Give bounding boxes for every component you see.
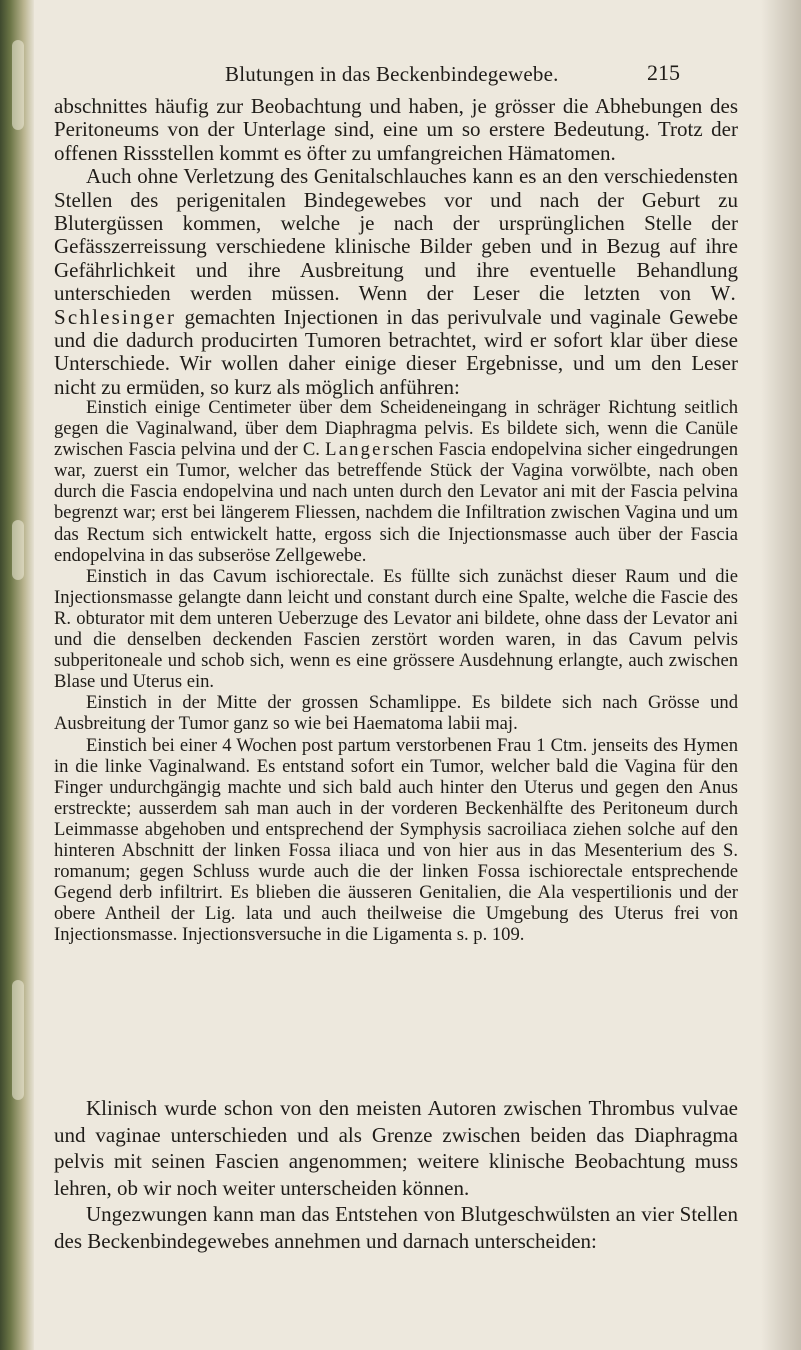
experiment-paragraph-4: Einstich bei einer 4 Wochen post partum verstorbenen Frau 1 Ctm. jenseits des Hymen in die linke Vaginalwand. Es entstand sofort ein Tumor, welcher bald die Vagina für den Finger undurchgängig machte und sich bald auch hinter den Uterus und gegen den Anus erstreckte; ausserdem sah man auch in der vorderen Beckenhälfte des Peritoneum durch Leimmasse abgehoben und entsprechend der Symphysis sacroiliaca ziehen solche auf den hinteren Abschnitt der linken Fossa iliaca und von hier aus in das Mesenterium des S. romanum; gegen Schluss wurde auch die der linken Fossa ischiorectale entsprechende Gegend derb infiltrirt. Es blieben die äusseren Genitalien, die Ala vespertilionis und der obere Antheil der Lig. lata und auch theilweise die Umgebung des Uterus frei von Injectionsmasse. Injectionsversuche in die Ligamenta s. p. 109. [54, 734, 738, 946]
spine-highlight [12, 520, 24, 580]
experiment-paragraph-2: Einstich in das Cavum ischiorectale. Es füllte sich zunächst dieser Raum und die Injectionsmasse gelangte dann leicht und constant durch eine Spalte, welche die Fascie des R. obturator mit dem unteren Ueberzuge des Levator ani bildete, ohne dass der Levator ani und die denselben deckenden Fascien zerstört worden waren, in das Cavum pelvis subperitoneale und schob sich, wenn es eine grössere Ausdehnung erlangte, auch zwischen Blase und Uterus ein. [54, 565, 738, 693]
intro-paragraph-1: abschnittes häufig zur Beobachtung und haben, je grösser die Abhebungen des Peritoneums von der Unterlage sind, eine um so erstere Bedeutung. Trotz der offenen Rissstellen kommt es öfter zu umfangreichen Hämatomen. [54, 94, 738, 165]
intro-paragraph-2-end: gemachten Injectionen in das perivulvale und vaginale Gewebe und die dadurch producirten Tumoren betrachtet, wird er sofort klar über diese Unterschiede. Wir wollen daher einige dieser Ergebnisse, und um den Leser nicht zu ermüden, so kurz als möglich anführen: [54, 304, 738, 399]
book-spine-shadow [0, 0, 34, 1350]
author-name-langer: Langer [325, 439, 391, 461]
author-name-schlesinger: W. Schlesinger [54, 281, 738, 329]
page-edge-shadow [761, 0, 801, 1350]
closing-paragraph-1: Klinisch wurde schon von den meisten Autoren zwischen Thrombus vulvae und vaginae unterschieden und als Grenze zwischen beiden das Diaphragma pelvis mit seinen Fascien angenommen; weitere klinische Beobachtung muss lehren, ob wir noch weiter unterscheiden können. [54, 1096, 738, 1200]
running-head: Blutungen in das Beckenbindegewebe. [225, 62, 559, 86]
experiment-section [54, 397, 738, 945]
page-number: 215 [647, 60, 680, 85]
page-header [200, 60, 680, 92]
spine-highlight [12, 40, 24, 130]
closing-paragraph-2: Ungezwungen kann man das Entstehen von Blutgeschwülsten an vier Stellen des Beckenbindegewebes annehmen und darnach unterscheiden: [54, 1202, 738, 1253]
spine-highlight [12, 980, 24, 1100]
experiment-paragraph-3: Einstich in der Mitte der grossen Schamlippe. Es bildete sich nach Grösse und Ausbreitung der Tumor ganz so wie bei Haematoma labii maj. [54, 692, 738, 735]
intro-paragraph-2 [54, 165, 738, 399]
closing-section [54, 1095, 738, 1254]
experiment-paragraph-1 [54, 397, 738, 566]
experiment-1-end: schen Fascia endopelvina sicher eingedrungen war, zuerst ein Tumor, welcher das betreffende Stück der Vagina vorwölbte, nach oben durch die Fascia endopelvina und nach unten durch den Levator ani mit der Fascia pelvina begrenzt war; erst bei längerem Fliessen, nachdem die Infiltration zwischen Vagina und um das Rectum sich entwickelt hatte, ergoss sich die Injectionsmasse auch über der Fascia endopelvina in das subseröse Zellgewebe. [54, 439, 738, 566]
intro-paragraph-2-start: Auch ohne Verletzung des Genitalschlauches kann es an den verschiedensten Stellen des perigenitalen Bindegewebes vor und nach der Geburt zu Blutergüssen kommen, welche je nach der ursprünglichen Stelle der Gefässzerreissung verschiedene klinische Bilder geben und in Bezug auf ihre Gefährlichkeit und ihre Ausbreitung und ihre eventuelle Behandlung unterschieden werden müssen. Wenn der Leser die letzten von [54, 164, 738, 306]
intro-section [54, 95, 738, 399]
experiment-1-start: Einstich einige Centimeter über dem Scheideneingang in schräger Richtung seitlich gegen die Vaginalwand, über dem Diaphragma pelvis. Es bildete sich, wenn die Canüle zwischen Fascia pelvina und der C. [54, 397, 738, 461]
